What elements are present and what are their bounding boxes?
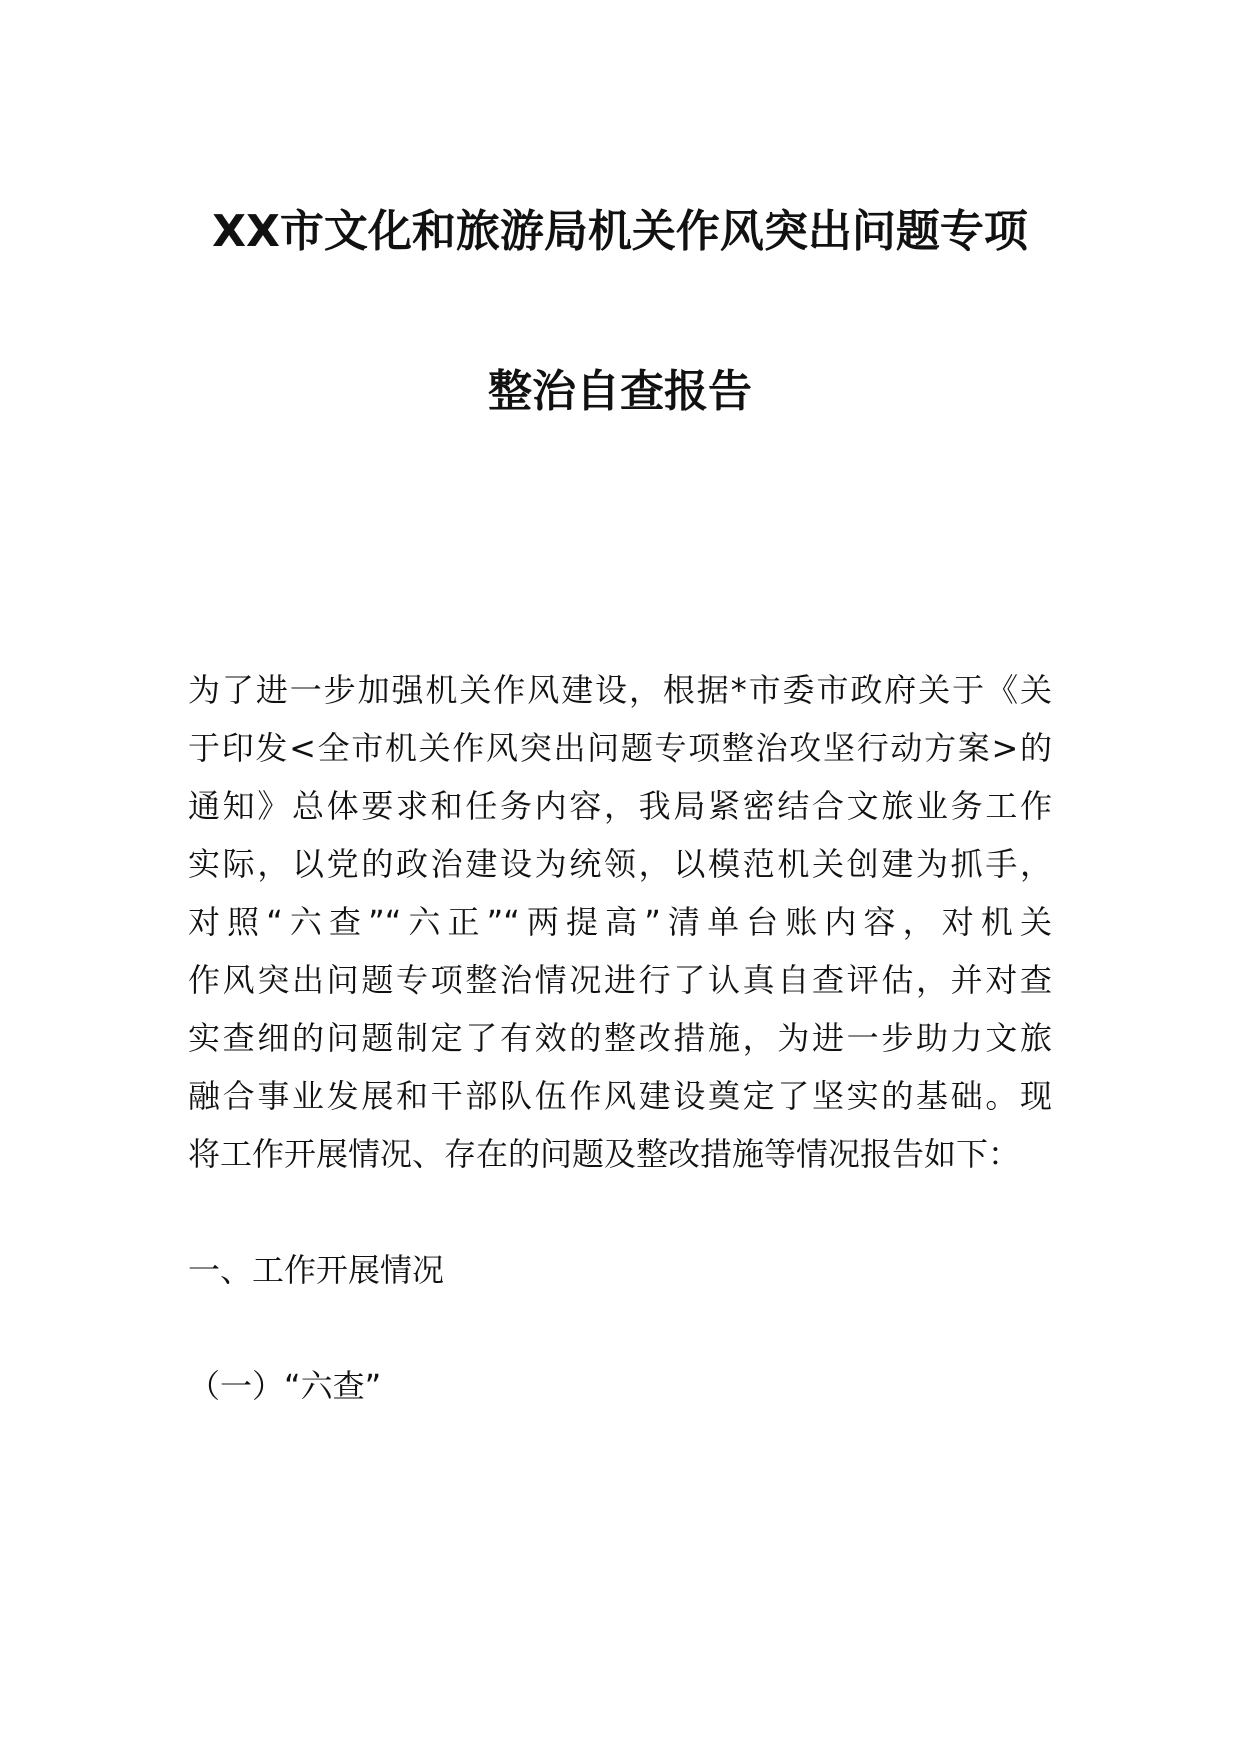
section-heading-work-progress: 一、工作开展情况: [188, 1251, 445, 1289]
subsection-heading-six-checks: （一）“六查”: [188, 1367, 382, 1405]
intro-line-9: 将工作开展情况、存在的问题及整改措施等情况报告如下：: [188, 1135, 1021, 1173]
intro-line-3: 通知》总体要求和任务内容，我局紧密结合文旅业务工作: [188, 787, 1052, 825]
report-title-line-1: XX市文化和旅游局机关作风突出问题专项: [212, 206, 1028, 257]
intro-line-4: 实际，以党的政治建设为统领，以模范机关创建为抓手，: [188, 845, 1052, 883]
intro-line-2: 于印发<全市机关作风突出问题专项整治攻坚行动方案>的: [188, 729, 1052, 767]
intro-line-8: 融合事业发展和干部队伍作风建设奠定了坚实的基础。现: [188, 1077, 1052, 1115]
intro-line-1: 为了进一步加强机关作风建设，根据*市委市政府关于《关: [188, 671, 1052, 709]
intro-line-5: 对照“六查”“六正”“两提高”清单台账内容，对机关: [188, 903, 1052, 941]
intro-line-6: 作风突出问题专项整治情况进行了认真自查评估，并对查: [188, 961, 1052, 999]
report-title-line-2: 整治自查报告: [488, 366, 752, 417]
intro-line-7: 实查细的问题制定了有效的整改措施，为进一步助力文旅: [188, 1019, 1052, 1057]
